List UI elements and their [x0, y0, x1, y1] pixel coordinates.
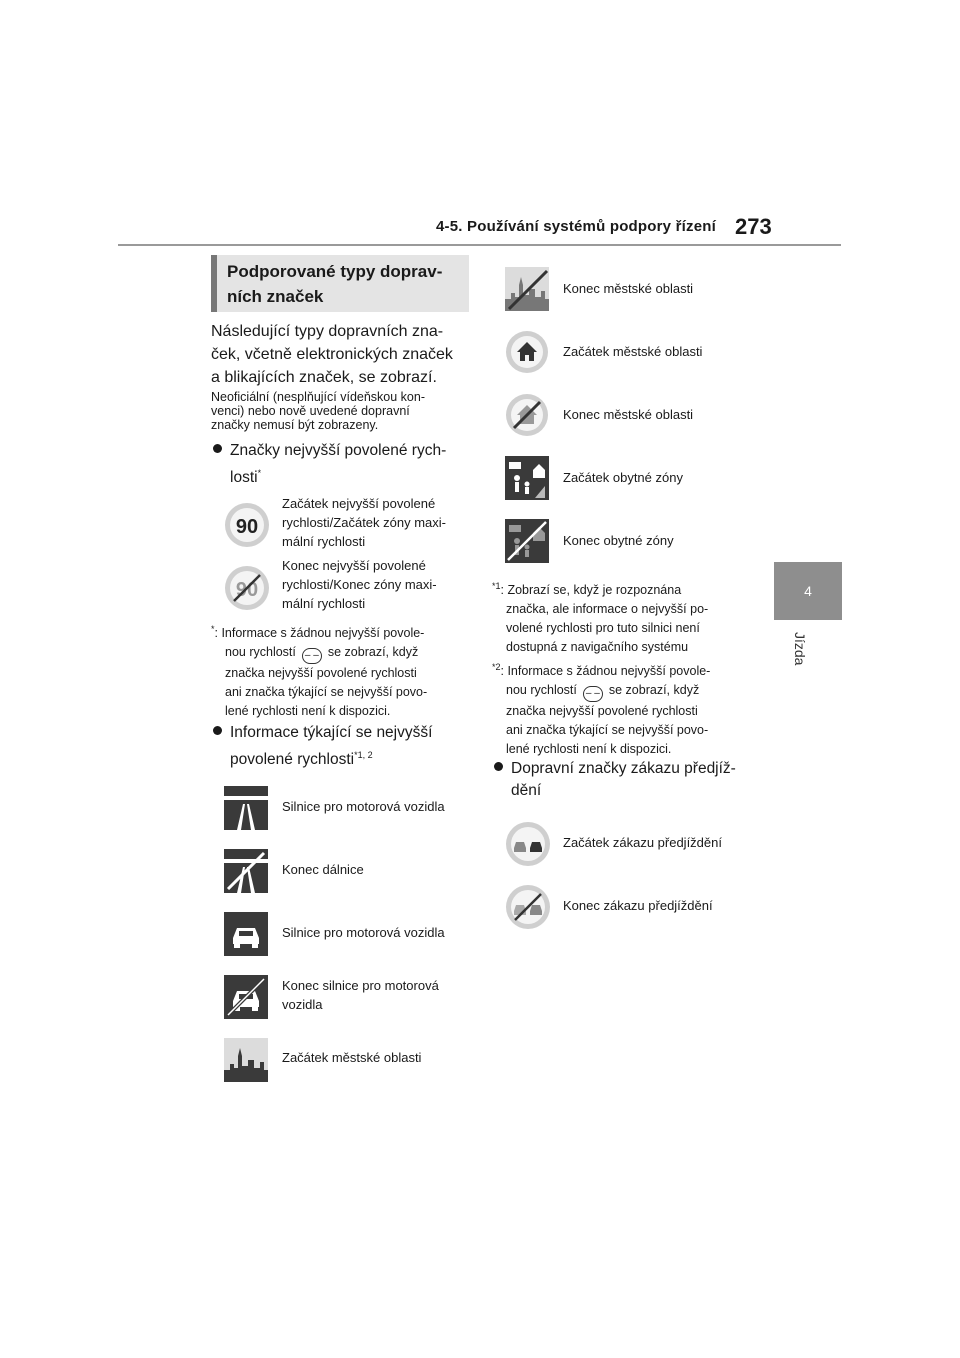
- bullet-overtake-line-1: Dopravní značky zákazu předjíž-: [511, 760, 736, 777]
- bullet-speed-line-1: Značky nejvyšší povolené rych-: [230, 442, 447, 459]
- footnote-mark: *1: [492, 581, 501, 591]
- note-line-1: Neoficiální (nesplňující vídeňskou kon-: [211, 390, 426, 404]
- intro-paragraph: [211, 320, 473, 389]
- footnote-line: se zobrazí, když: [327, 645, 419, 660]
- chapter-label: Jízda: [792, 632, 808, 666]
- sign-label: [282, 976, 439, 1014]
- footnote-line: značka nejvyšší povolené rychlosti: [506, 704, 698, 719]
- bullet-icon: [213, 444, 222, 453]
- residential-zone-start-sign-icon: [505, 456, 549, 500]
- sign-label: Silnice pro motorová vozidla: [282, 799, 445, 814]
- footnote-line: volené rychlosti pro tuto silnici není: [506, 621, 700, 636]
- residential-zone-end-sign-icon: [505, 519, 549, 563]
- sign-label: Konec obytné zóny: [563, 533, 674, 548]
- bullet-icon: [213, 726, 222, 735]
- footnote-line: : Informace s žádnou nejvyšší povole-: [500, 664, 711, 679]
- no-overtaking-start-sign-icon: [505, 821, 551, 867]
- label-line: mální rychlosti: [282, 534, 366, 549]
- dash-dash-icon: – –: [302, 648, 322, 664]
- motorway-sign-icon: [224, 786, 268, 830]
- motor-vehicle-road-sign-icon: [224, 912, 268, 956]
- section-title-line-1: Podporované typy doprav-: [227, 262, 443, 281]
- urban-area-end-sign-icon: [505, 267, 549, 311]
- section-title: [211, 255, 469, 312]
- footnote-line: se zobrazí, když: [608, 683, 700, 698]
- note-paragraph: [211, 390, 473, 432]
- bullet-info-line-2: povolené rychlosti: [230, 751, 355, 769]
- urban-area-start-house-sign-icon: [505, 330, 549, 374]
- chapter-header-title: 4-5. Používání systémů podpory řízení: [436, 218, 716, 235]
- end-speed-limit-90-sign-icon: [224, 565, 270, 611]
- header-rule: [118, 244, 841, 246]
- intro-line-3: a blikajících značek, se zobrazí.: [211, 369, 437, 386]
- chapter-number: 4: [804, 583, 812, 599]
- bullet-overtake-line-2: dění: [511, 782, 542, 799]
- footnote-line: nou rychlostí: [225, 645, 296, 660]
- label-line: rychlosti/Konec zóny maxi-: [282, 577, 437, 592]
- speed-sign-label-2: [282, 556, 472, 613]
- sign-label: Začátek obytné zóny: [563, 470, 683, 485]
- end-motor-vehicle-road-sign-icon: [224, 975, 268, 1019]
- section-title-line-2: ních značek: [227, 287, 324, 306]
- urban-area-start-sign-icon: [224, 1038, 268, 1082]
- label-line: Konec nejvyšší povolené: [282, 558, 426, 573]
- footnote-star: [211, 620, 479, 721]
- footnote-line: ani značka týkající se nejvyšší povo-: [506, 723, 709, 738]
- label-line: Začátek nejvyšší povolené: [282, 496, 436, 511]
- no-overtaking-end-sign-icon: [505, 884, 551, 930]
- page-number: 273: [735, 214, 772, 239]
- footnote-mark: *: [211, 624, 215, 634]
- bullet-speed-line-2: losti: [230, 469, 258, 487]
- footnote-line: nou rychlostí: [506, 683, 577, 698]
- sign-label: Konec městské oblasti: [563, 281, 694, 296]
- bullet-icon: [494, 762, 503, 771]
- label-line: mální rychlosti: [282, 596, 366, 611]
- sign-label: Konec dálnice: [282, 862, 364, 877]
- sign-label: Začátek zákazu předjíždění: [563, 835, 722, 850]
- bullet-no-overtaking: [494, 758, 756, 802]
- speed-sign-label-1: [282, 494, 472, 551]
- bullet-speed-info: [213, 722, 475, 771]
- intro-line-1: Následující typy dopravních zna-: [211, 323, 444, 340]
- bullet-speed-limit: [213, 440, 475, 489]
- footnote-2: [492, 658, 754, 759]
- chapter-tab: [774, 562, 842, 620]
- bullet-speed-sup: *: [257, 468, 262, 478]
- sign-label: Začátek městské oblasti: [563, 344, 703, 359]
- footnote-line: dostupná z navigačního systému: [506, 640, 689, 655]
- label-line: vozidla: [282, 997, 323, 1012]
- speed-sign-value: 90: [235, 579, 259, 601]
- footnote-mark: *2: [492, 662, 501, 672]
- label-line: Konec silnice pro motorová: [282, 978, 439, 993]
- bullet-info-sup: *1, 2: [354, 750, 373, 760]
- footnote-line: : Zobrazí se, když je rozpoznána: [500, 583, 682, 598]
- end-motorway-sign-icon: [224, 849, 268, 893]
- footnote-line: lené rychlosti není k dispozici.: [506, 742, 672, 757]
- footnote-line: značka nejvyšší povolené rychlosti: [225, 666, 417, 681]
- footnote-line: lené rychlosti není k dispozici.: [225, 704, 391, 719]
- note-line-3: značky nemusí být zobrazeny.: [211, 418, 379, 432]
- speed-limit-90-sign-icon: [224, 502, 270, 548]
- sign-label: Začátek městské oblasti: [282, 1050, 422, 1065]
- sign-label: Konec městské oblasti: [563, 407, 694, 422]
- footnote-line: ani značka týkající se nejvyšší povo-: [225, 685, 428, 700]
- speed-sign-value: 90: [235, 516, 259, 538]
- sign-label: Konec zákazu předjíždění: [563, 898, 713, 913]
- sign-label: Silnice pro motorová vozidla: [282, 925, 445, 940]
- footnote-line: značka, ale informace o nejvyšší po-: [506, 602, 709, 617]
- dash-dash-icon: – –: [583, 686, 603, 702]
- note-line-2: venci) nebo nově uvedené dopravní: [211, 404, 410, 418]
- intro-line-2: ček, včetně elektronických značek: [211, 346, 453, 363]
- label-line: rychlosti/Začátek zóny maxi-: [282, 515, 446, 530]
- bullet-info-line-1: Informace týkající se nejvyšší: [230, 724, 433, 741]
- footnote-1: [492, 577, 754, 657]
- urban-area-end-house-sign-icon: [505, 393, 549, 437]
- footnote-line: : Informace s žádnou nejvyšší povole-: [214, 626, 425, 641]
